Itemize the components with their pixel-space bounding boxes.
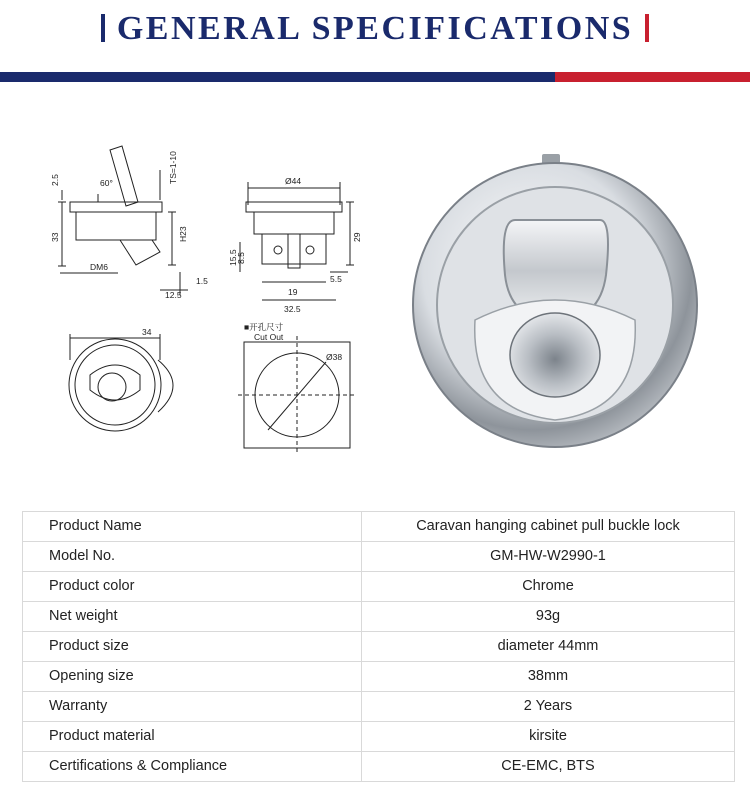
dim-5-5: 5.5	[330, 274, 342, 284]
spec-label: Product Name	[23, 512, 362, 542]
dim-d44: Ø44	[285, 176, 302, 186]
table-row	[23, 662, 735, 692]
spec-label: Opening size	[23, 662, 362, 692]
table-row	[23, 602, 735, 632]
table-row	[23, 752, 735, 782]
spec-value: 93g	[362, 602, 735, 632]
page-title	[0, 10, 750, 48]
table-row	[23, 572, 735, 602]
table-row	[23, 632, 735, 662]
header-rule-blue	[0, 72, 555, 82]
spec-value: kirsite	[362, 722, 735, 752]
spec-value: GM-HW-W2990-1	[362, 542, 735, 572]
spec-value: CE-EMC, BTS	[362, 752, 735, 782]
dim-2-5: 2.5	[50, 174, 60, 186]
spec-label: Product material	[23, 722, 362, 752]
spec-value: Caravan hanging cabinet pull buckle lock	[362, 512, 735, 542]
dim-dm6: DM6	[90, 262, 108, 272]
spec-label: Model No.	[23, 542, 362, 572]
dim-h23: H23	[178, 226, 188, 242]
product-photo	[413, 154, 697, 447]
page-title-text: GENERAL SPECIFICATIONS	[116, 10, 634, 47]
dim-12-5: 12.5	[165, 290, 182, 300]
spec-label: Certifications & Compliance	[23, 752, 362, 782]
top-view-drawing	[69, 334, 173, 431]
spec-table	[22, 511, 735, 782]
technical-drawing-area	[0, 90, 750, 500]
header	[0, 0, 750, 84]
dim-60deg: 60°	[100, 178, 113, 188]
dim-29: 29	[352, 232, 362, 242]
dim-d38: Ø38	[326, 352, 343, 362]
spec-label: Net weight	[23, 602, 362, 632]
dim-15-5: 15.5	[228, 249, 238, 266]
table-row	[23, 542, 735, 572]
dim-34: 34	[142, 327, 152, 337]
table-row	[23, 512, 735, 542]
table-row	[23, 722, 735, 752]
spec-label: Warranty	[23, 692, 362, 722]
header-rule-red	[555, 72, 750, 82]
dim-19: 19	[288, 287, 298, 297]
dim-33: 33	[50, 232, 60, 242]
dim-32-5: 32.5	[284, 304, 301, 314]
table-row	[23, 692, 735, 722]
title-left-bar	[101, 14, 105, 42]
cutout-label-en: Cut Out	[254, 332, 284, 342]
dim-8-5: 8.5	[236, 252, 246, 264]
title-right-bar	[645, 14, 649, 42]
spec-label: Product size	[23, 632, 362, 662]
spec-value: 38mm	[362, 662, 735, 692]
spec-value: 2 Years	[362, 692, 735, 722]
spec-value: diameter 44mm	[362, 632, 735, 662]
spec-label: Product color	[23, 572, 362, 602]
spec-value: Chrome	[362, 572, 735, 602]
cutout-label-cn: ■开孔尺寸	[244, 322, 284, 332]
dim-1-5: 1.5	[196, 276, 208, 286]
dim-ts: TS=1-10	[168, 151, 178, 184]
